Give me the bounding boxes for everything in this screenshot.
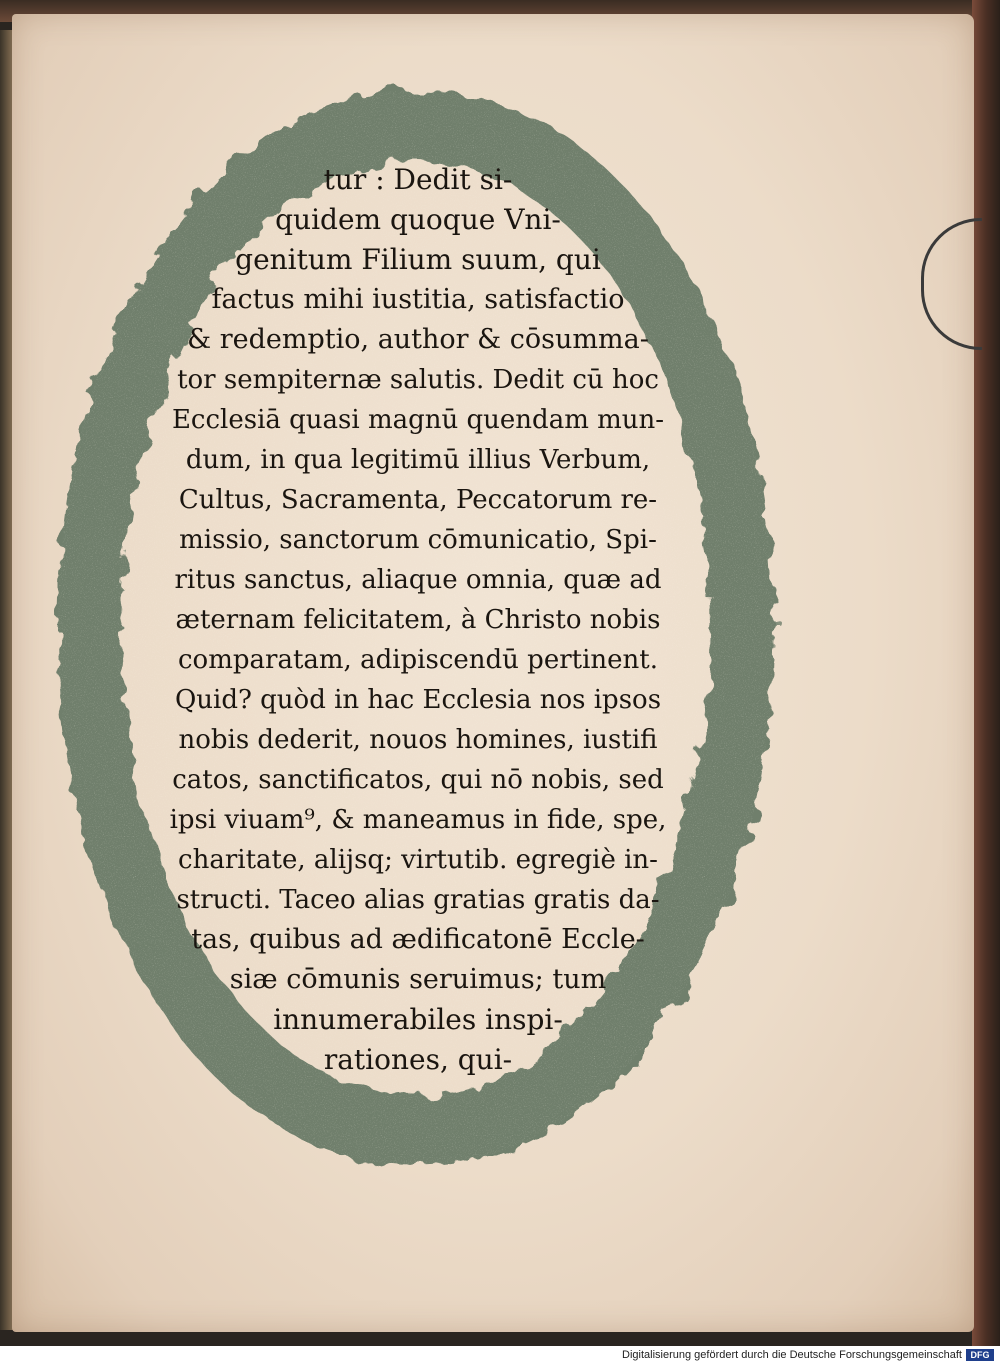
text-line: quidem quoque Vni- — [275, 203, 561, 236]
text-line: siæ cōmunis seruimus; tum — [229, 964, 607, 995]
text-line: dum, in qua legitimū illius Verbum, — [185, 445, 651, 475]
text-line: tor sempiternæ salutis. Dedit cū hoc — [177, 365, 659, 395]
text-line: charitate, alijsq; virtutib. egregiè in- — [178, 845, 658, 875]
text-line: & redemptio, author & cōsumma- — [187, 324, 649, 355]
latin-text-block — [118, 160, 718, 1080]
text-line: comparatam, adipiscendū pertinent. — [178, 645, 658, 675]
text-line: structi. Taceo alias gratias gratis da- — [176, 885, 660, 915]
text-line: rationes, qui- — [323, 1043, 513, 1076]
book-fore-edge — [972, 0, 1000, 1346]
text-line: missio, sanctorum cōmunicatio, Spi- — [179, 525, 657, 555]
dfg-logo-icon: DFG — [966, 1349, 994, 1361]
text-line: tas, quibus ad ædificatonē Eccle- — [191, 924, 645, 955]
text-line: genitum Filium suum, qui — [235, 243, 601, 276]
text-line: ipsi viuam⁹, & maneamus in fide, spe, — [169, 805, 667, 835]
text-line: Ecclesiā quasi magnū quendam mun- — [171, 405, 665, 435]
text-line: factus mihi iustitia, satisfactio — [211, 284, 625, 315]
footer-bar — [0, 1346, 1000, 1365]
text-line: tur : Dedit si- — [323, 163, 513, 196]
text-line: Quid? quòd in hac Ecclesia nos ipsos — [174, 685, 662, 715]
text-line: nobis dederit, nouos homines, iustifi — [178, 725, 658, 755]
text-line: Cultus, Sacramenta, Peccatorum re- — [178, 485, 658, 515]
text-line: catos, sanctificatos, qui nō nobis, sed — [172, 765, 664, 795]
funding-notice: Digitalisierung gefördert durch die Deutsche Forschungsgemeinschaft — [622, 1349, 962, 1361]
text-line: innumerabiles inspi- — [273, 1003, 563, 1036]
text-line: ritus sanctus, aliaque omnia, quæ ad — [174, 565, 662, 595]
text-line: æternam felicitatem, à Christo nobis — [175, 605, 661, 635]
